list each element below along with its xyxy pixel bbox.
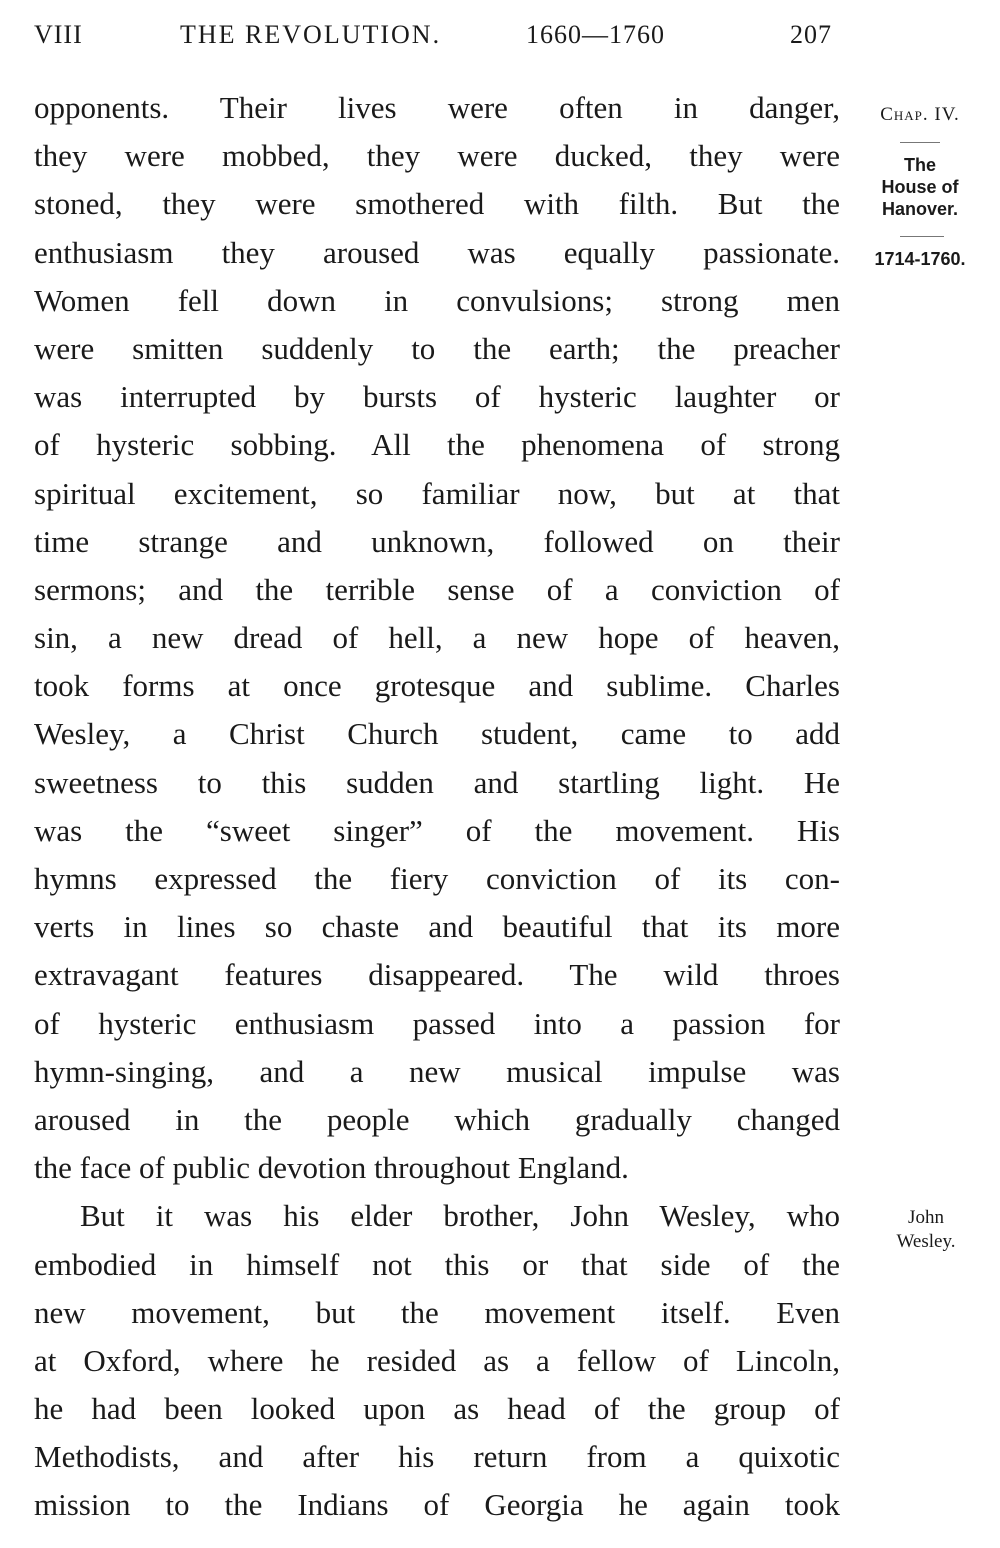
margin-rule	[900, 236, 944, 237]
header-chapter: VIII	[34, 20, 83, 49]
text-line: took forms at once grotesque and sublime. Charles	[34, 668, 840, 704]
page-number: 207	[790, 20, 832, 49]
text-line: were smitten suddenly to the earth; the preacher	[34, 330, 840, 366]
paragraph-last-line: the face of public devotion throughout England.	[34, 1150, 629, 1186]
paragraph-first-line: But it was his elder brother, John Wesley, who	[80, 1198, 840, 1234]
margin-section-line: House of	[881, 177, 959, 197]
text-line: mission to the Indians of Georgia he again took	[34, 1487, 840, 1523]
body-text	[34, 84, 840, 1530]
text-line: sermons; and the terrible sense of a conviction of	[34, 571, 840, 607]
text-line: at Oxford, where he resided as a fellow of Lincoln,	[34, 1342, 840, 1378]
text-line: embodied in himself not this or that side of the	[34, 1246, 840, 1282]
header-title: THE REVOLUTION.	[180, 20, 442, 49]
text-line: sin, a new dread of hell, a new hope of heaven,	[34, 620, 840, 656]
text-line: was interrupted by bursts of hysteric laughter or	[34, 379, 840, 415]
text-line: Wesley, a Christ Church student, came to add	[34, 716, 840, 752]
text-line: of hysteric sobbing. All the phenomena of strong	[34, 427, 840, 463]
text-line: Methodists, and after his return from a quixotic	[34, 1439, 840, 1475]
text-line: new movement, but the movement itself. Even	[34, 1294, 840, 1330]
margin-rule	[900, 142, 940, 143]
margin-section-title	[858, 154, 982, 220]
header-dates: 1660—1760	[526, 20, 665, 49]
running-header	[34, 20, 844, 54]
margin-section-line: Hanover.	[881, 199, 959, 219]
text-line: hymn-singing, and a new musical impulse was	[34, 1053, 840, 1089]
text-line: of hysteric enthusiasm passed into a passion for	[34, 1005, 840, 1041]
margin-years: 1714-1760.	[874, 249, 966, 269]
text-line: spiritual excitement, so familiar now, but at that	[34, 475, 840, 511]
text-line: enthusiasm they aroused was equally passionate.	[34, 234, 840, 270]
text-line: they were mobbed, they were ducked, they were	[34, 138, 840, 174]
text-line: extravagant features disappeared. The wild throes	[34, 957, 840, 993]
margin-note-john-wesley	[868, 1206, 984, 1254]
text-line: was the “sweet singer” of the movement. His	[34, 812, 840, 848]
text-line: aroused in the people which gradually changed	[34, 1101, 840, 1137]
margin-section-line: The	[903, 155, 936, 175]
text-line: time strange and unknown, followed on their	[34, 523, 840, 559]
margin-note-line: John	[908, 1207, 944, 1228]
text-line: he had been looked upon as head of the group of	[34, 1391, 840, 1427]
text-line: verts in lines so chaste and beautiful that its more	[34, 909, 840, 945]
text-line: sweetness to this sudden and startling light. He	[34, 764, 840, 800]
margin-chapter: Chap. IV.	[880, 104, 960, 125]
text-line: stoned, they were smothered with filth. But the	[34, 186, 840, 222]
text-line: opponents. Their lives were often in danger,	[34, 90, 840, 125]
text-line: Women fell down in convulsions; strong men	[34, 282, 840, 318]
margin-note-line: Wesley.	[896, 1231, 956, 1252]
text-line: hymns expressed the fiery conviction of its con-	[34, 861, 840, 896]
